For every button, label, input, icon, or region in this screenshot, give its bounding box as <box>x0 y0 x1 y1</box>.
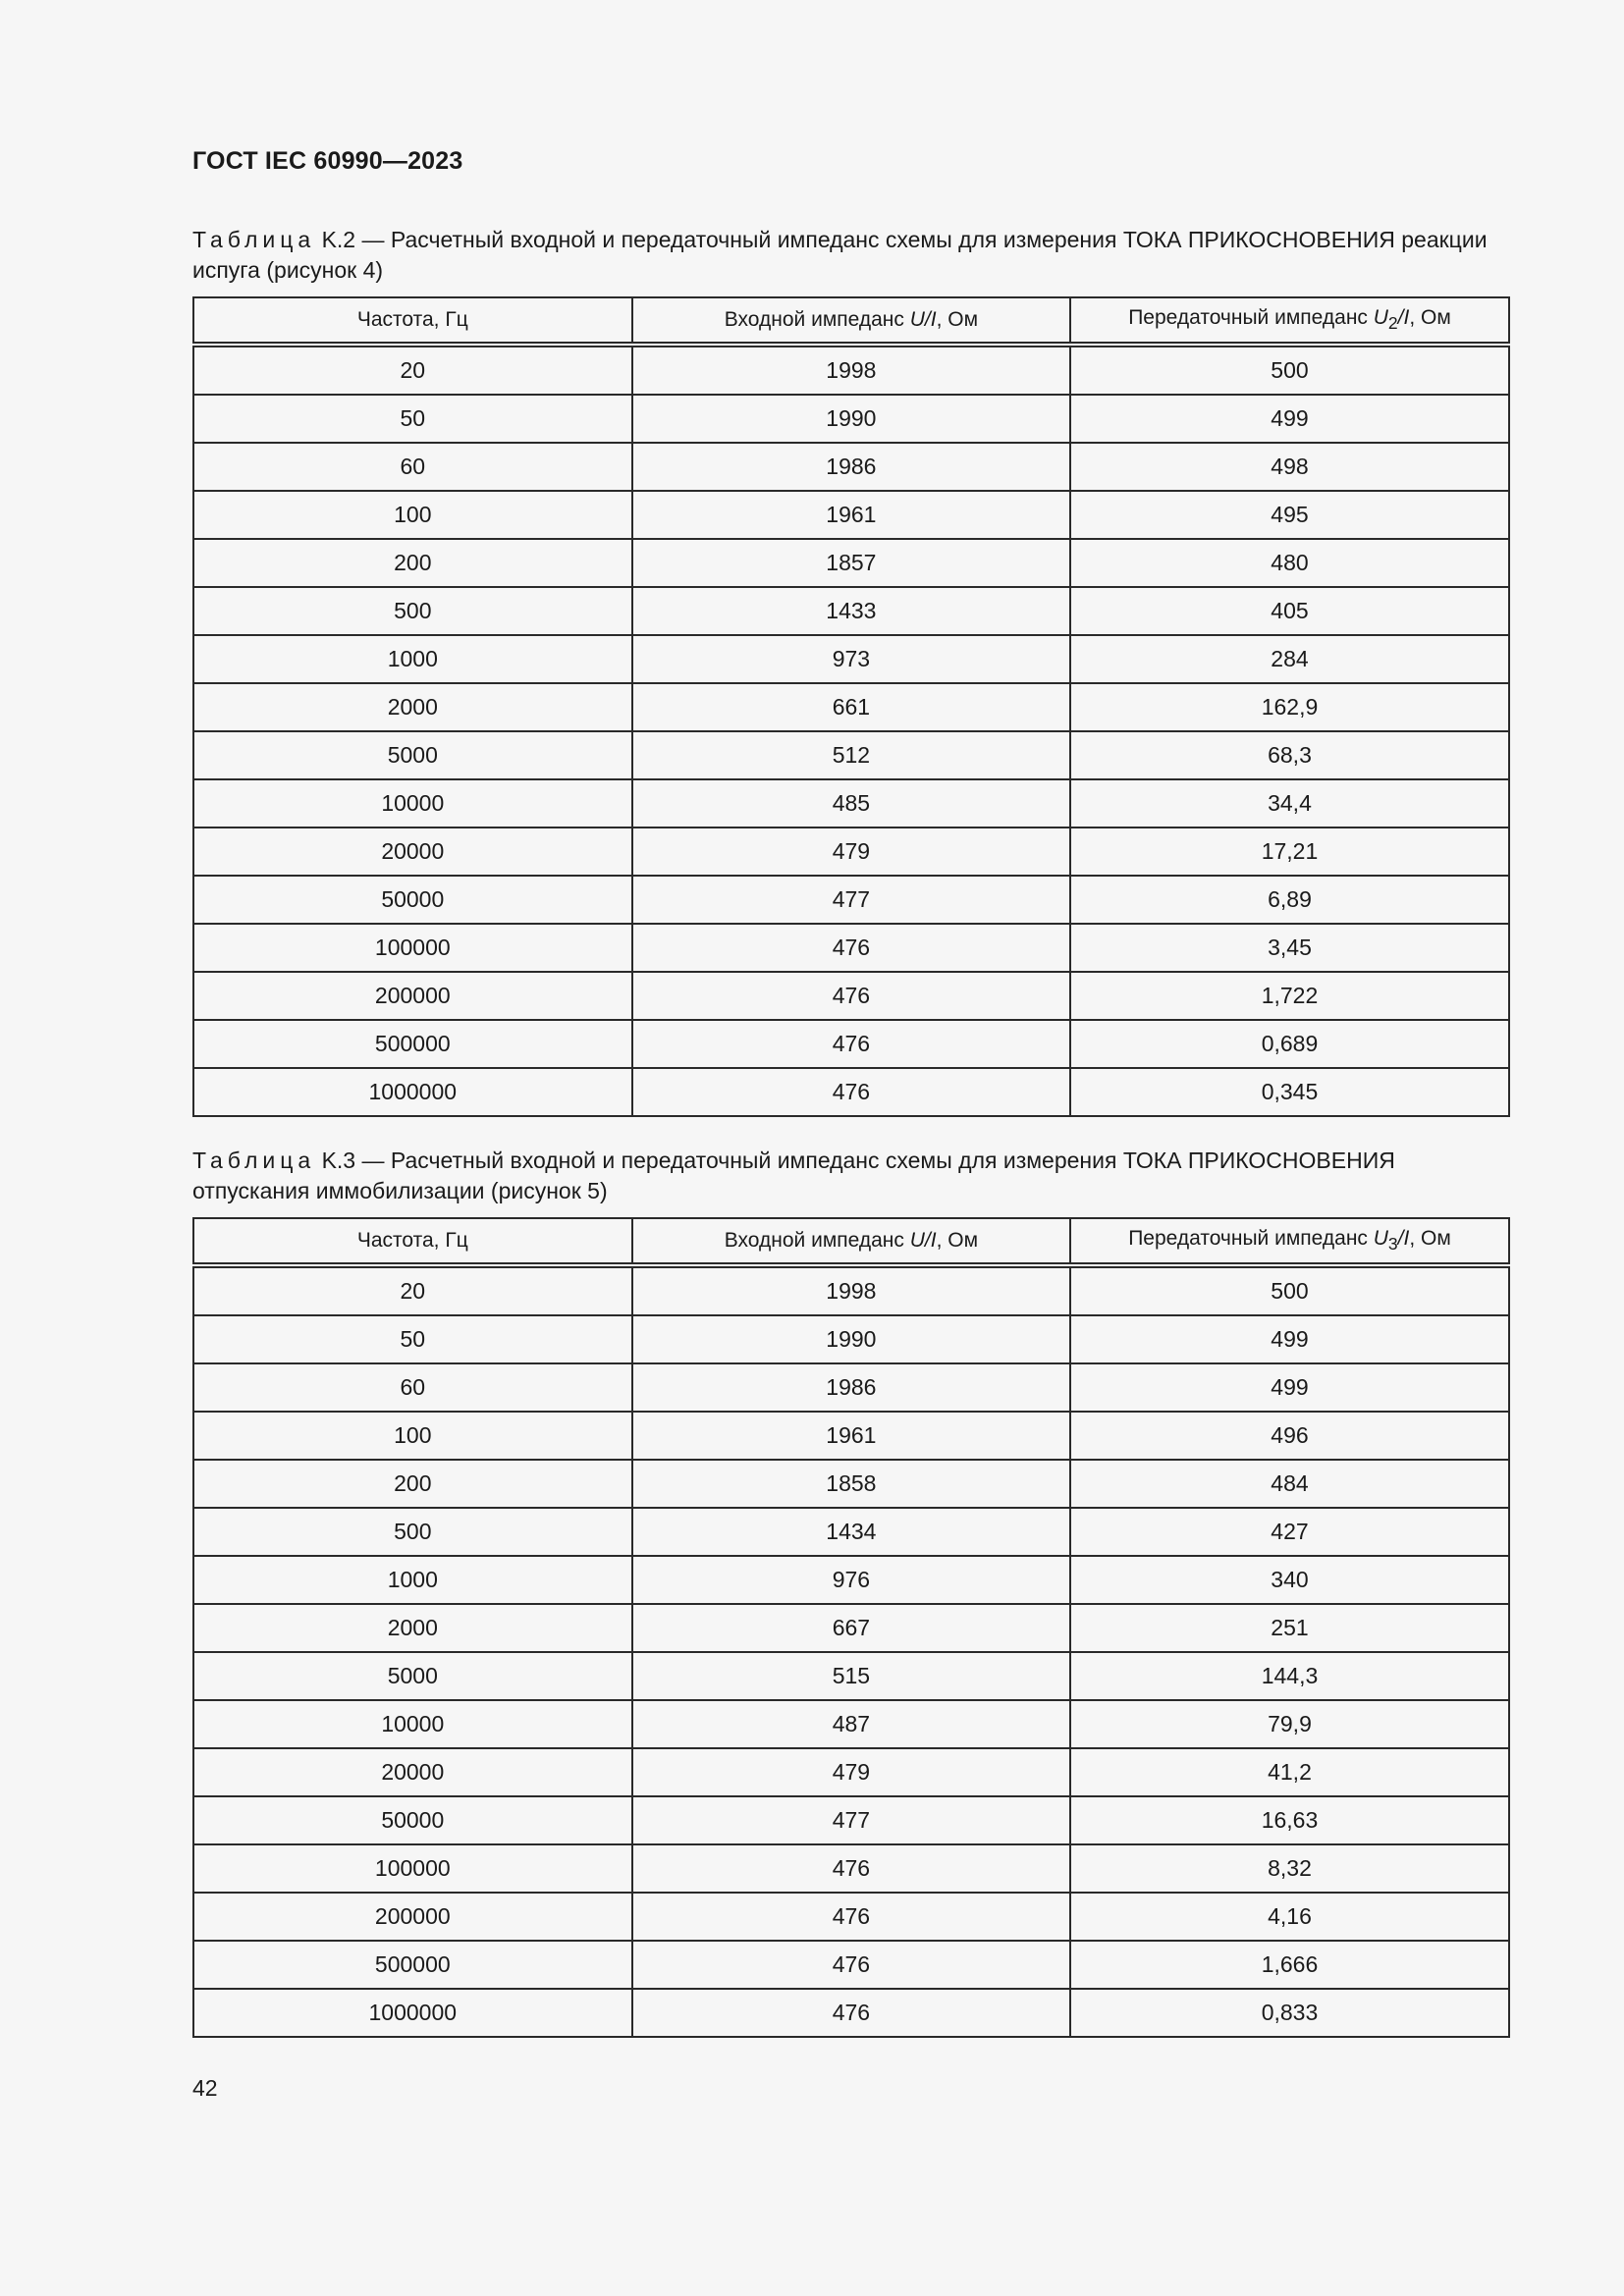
cell-transfer-impedance: 499 <box>1070 1363 1509 1412</box>
cell-transfer-impedance: 144,3 <box>1070 1652 1509 1700</box>
impedance-table-k3 <box>192 1217 1510 2038</box>
table-row <box>193 779 1509 828</box>
cell-frequency: 100 <box>193 1412 632 1460</box>
header-text: Входной импеданс <box>724 1229 910 1252</box>
cell-transfer-impedance: 496 <box>1070 1412 1509 1460</box>
cell-frequency: 2000 <box>193 1604 632 1652</box>
cell-input-impedance: 1434 <box>632 1508 1071 1556</box>
header-text: Входной импеданс <box>724 308 910 331</box>
cell-transfer-impedance: 251 <box>1070 1604 1509 1652</box>
cell-input-impedance: 1433 <box>632 587 1071 635</box>
cell-input-impedance: 976 <box>632 1556 1071 1604</box>
table-row <box>193 539 1509 587</box>
table-row <box>193 876 1509 924</box>
header-subscript: 3 <box>1387 1234 1398 1255</box>
cell-frequency: 1000000 <box>193 1989 632 2037</box>
caption-number: K.3 <box>321 1148 356 1173</box>
cell-frequency: 100000 <box>193 1844 632 1893</box>
header-subscript: 2 <box>1387 313 1398 334</box>
cell-frequency: 50 <box>193 1315 632 1363</box>
cell-frequency: 50000 <box>193 1796 632 1844</box>
cell-frequency: 500 <box>193 1508 632 1556</box>
cell-transfer-impedance: 500 <box>1070 1265 1509 1315</box>
cell-transfer-impedance: 284 <box>1070 635 1509 683</box>
cell-transfer-impedance: 499 <box>1070 1315 1509 1363</box>
table-row <box>193 1315 1509 1363</box>
header-formula: U/I <box>909 1229 937 1252</box>
caption-label: Таблица <box>192 1148 316 1173</box>
header-variable: U <box>1373 1226 1388 1250</box>
table-row <box>193 1265 1509 1315</box>
cell-transfer-impedance: 480 <box>1070 539 1509 587</box>
cell-frequency: 500000 <box>193 1020 632 1068</box>
cell-input-impedance: 1858 <box>632 1460 1071 1508</box>
cell-transfer-impedance: 0,345 <box>1070 1068 1509 1116</box>
cell-transfer-impedance: 6,89 <box>1070 876 1509 924</box>
table-row <box>193 1604 1509 1652</box>
table-row <box>193 1068 1509 1116</box>
column-header-input-impedance <box>632 297 1071 345</box>
table-row <box>193 1556 1509 1604</box>
table-row <box>193 1796 1509 1844</box>
table-row <box>193 1020 1509 1068</box>
header-text: Передаточный импеданс <box>1128 305 1374 329</box>
cell-input-impedance: 1961 <box>632 1412 1071 1460</box>
table-row <box>193 1844 1509 1893</box>
cell-transfer-impedance: 498 <box>1070 443 1509 491</box>
cell-transfer-impedance: 340 <box>1070 1556 1509 1604</box>
cell-frequency: 10000 <box>193 779 632 828</box>
header-variable: U <box>1373 305 1388 329</box>
cell-input-impedance: 476 <box>632 1844 1071 1893</box>
header-unit: , Ом <box>936 1229 979 1252</box>
cell-input-impedance: 512 <box>632 731 1071 779</box>
cell-frequency: 200 <box>193 539 632 587</box>
table-row <box>193 635 1509 683</box>
cell-frequency: 1000 <box>193 1556 632 1604</box>
cell-frequency: 5000 <box>193 731 632 779</box>
table-row <box>193 683 1509 731</box>
table-row <box>193 972 1509 1020</box>
table-row <box>193 731 1509 779</box>
cell-frequency: 20 <box>193 1265 632 1315</box>
cell-input-impedance: 1998 <box>632 345 1071 395</box>
cell-transfer-impedance: 162,9 <box>1070 683 1509 731</box>
cell-frequency: 100 <box>193 491 632 539</box>
table-row <box>193 1989 1509 2037</box>
table-caption-k3 <box>192 1146 1508 1206</box>
cell-input-impedance: 1998 <box>632 1265 1071 1315</box>
header-text: Передаточный импеданс <box>1128 1226 1374 1250</box>
cell-frequency: 200 <box>193 1460 632 1508</box>
caption-number: K.2 <box>321 227 356 252</box>
header-unit: , Ом <box>1409 1226 1451 1250</box>
cell-transfer-impedance: 34,4 <box>1070 779 1509 828</box>
table-caption-k2 <box>192 225 1508 286</box>
cell-transfer-impedance: 4,16 <box>1070 1893 1509 1941</box>
cell-input-impedance: 476 <box>632 1941 1071 1989</box>
cell-frequency: 500000 <box>193 1941 632 1989</box>
column-header-transfer-impedance <box>1070 1218 1509 1265</box>
cell-frequency: 1000 <box>193 635 632 683</box>
cell-transfer-impedance: 41,2 <box>1070 1748 1509 1796</box>
cell-transfer-impedance: 1,666 <box>1070 1941 1509 1989</box>
cell-input-impedance: 515 <box>632 1652 1071 1700</box>
header-unit: , Ом <box>1409 305 1451 329</box>
cell-frequency: 20000 <box>193 828 632 876</box>
table-row <box>193 1893 1509 1941</box>
table-row <box>193 491 1509 539</box>
table-row <box>193 1941 1509 1989</box>
cell-transfer-impedance: 68,3 <box>1070 731 1509 779</box>
table-row <box>193 1508 1509 1556</box>
cell-input-impedance: 1986 <box>632 1363 1071 1412</box>
caption-text: — Расчетный входной и передаточный импеданс схемы для измерения ТОКА ПРИКОСНОВЕНИЯ отпускания иммобилизации (рисунок 5) <box>192 1148 1395 1203</box>
cell-frequency: 1000000 <box>193 1068 632 1116</box>
cell-transfer-impedance: 3,45 <box>1070 924 1509 972</box>
cell-transfer-impedance: 405 <box>1070 587 1509 635</box>
cell-input-impedance: 1857 <box>632 539 1071 587</box>
cell-input-impedance: 476 <box>632 972 1071 1020</box>
column-header-frequency: Частота, Гц <box>193 297 632 345</box>
table-header-row <box>193 1218 1509 1265</box>
cell-input-impedance: 476 <box>632 924 1071 972</box>
header-divisor: /I <box>1397 305 1410 329</box>
cell-transfer-impedance: 495 <box>1070 491 1509 539</box>
cell-input-impedance: 973 <box>632 635 1071 683</box>
cell-transfer-impedance: 1,722 <box>1070 972 1509 1020</box>
cell-input-impedance: 476 <box>632 1893 1071 1941</box>
table-row <box>193 345 1509 395</box>
cell-input-impedance: 477 <box>632 876 1071 924</box>
cell-frequency: 2000 <box>193 683 632 731</box>
table-row <box>193 1412 1509 1460</box>
cell-input-impedance: 1961 <box>632 491 1071 539</box>
cell-input-impedance: 479 <box>632 1748 1071 1796</box>
document-title: ГОСТ IEC 60990—2023 <box>192 147 463 175</box>
cell-input-impedance: 487 <box>632 1700 1071 1748</box>
cell-frequency: 100000 <box>193 924 632 972</box>
table-row <box>193 395 1509 443</box>
cell-frequency: 60 <box>193 1363 632 1412</box>
cell-transfer-impedance: 0,833 <box>1070 1989 1509 2037</box>
cell-transfer-impedance: 79,9 <box>1070 1700 1509 1748</box>
cell-transfer-impedance: 16,63 <box>1070 1796 1509 1844</box>
cell-input-impedance: 1986 <box>632 443 1071 491</box>
cell-input-impedance: 477 <box>632 1796 1071 1844</box>
cell-input-impedance: 476 <box>632 1068 1071 1116</box>
table-row <box>193 1700 1509 1748</box>
cell-frequency: 500 <box>193 587 632 635</box>
header-unit: , Ом <box>936 308 979 331</box>
header-formula: U/I <box>909 308 937 331</box>
table-row <box>193 828 1509 876</box>
column-header-frequency: Частота, Гц <box>193 1218 632 1265</box>
caption-label: Таблица <box>192 227 316 252</box>
cell-input-impedance: 476 <box>632 1989 1071 2037</box>
cell-frequency: 20000 <box>193 1748 632 1796</box>
cell-input-impedance: 667 <box>632 1604 1071 1652</box>
cell-input-impedance: 479 <box>632 828 1071 876</box>
cell-input-impedance: 1990 <box>632 1315 1071 1363</box>
cell-input-impedance: 661 <box>632 683 1071 731</box>
table-row <box>193 924 1509 972</box>
table-row <box>193 587 1509 635</box>
impedance-table-k2 <box>192 296 1510 1117</box>
cell-transfer-impedance: 500 <box>1070 345 1509 395</box>
table-header-row <box>193 297 1509 345</box>
cell-input-impedance: 476 <box>632 1020 1071 1068</box>
cell-transfer-impedance: 0,689 <box>1070 1020 1509 1068</box>
cell-transfer-impedance: 484 <box>1070 1460 1509 1508</box>
cell-frequency: 50 <box>193 395 632 443</box>
cell-input-impedance: 1990 <box>632 395 1071 443</box>
table-row <box>193 1460 1509 1508</box>
cell-transfer-impedance: 427 <box>1070 1508 1509 1556</box>
caption-text: — Расчетный входной и передаточный импеданс схемы для измерения ТОКА ПРИКОСНОВЕНИЯ реакции испуга (рисунок 4) <box>192 227 1488 283</box>
table-row <box>193 1748 1509 1796</box>
table-row <box>193 443 1509 491</box>
cell-frequency: 50000 <box>193 876 632 924</box>
table-row <box>193 1652 1509 1700</box>
table-row <box>193 1363 1509 1412</box>
cell-frequency: 5000 <box>193 1652 632 1700</box>
cell-frequency: 60 <box>193 443 632 491</box>
cell-frequency: 20 <box>193 345 632 395</box>
cell-transfer-impedance: 17,21 <box>1070 828 1509 876</box>
page-number: 42 <box>192 2075 218 2101</box>
cell-frequency: 200000 <box>193 972 632 1020</box>
column-header-transfer-impedance <box>1070 297 1509 345</box>
cell-transfer-impedance: 499 <box>1070 395 1509 443</box>
cell-input-impedance: 485 <box>632 779 1071 828</box>
column-header-input-impedance <box>632 1218 1071 1265</box>
cell-frequency: 200000 <box>193 1893 632 1941</box>
cell-frequency: 10000 <box>193 1700 632 1748</box>
header-divisor: /I <box>1397 1226 1410 1250</box>
cell-transfer-impedance: 8,32 <box>1070 1844 1509 1893</box>
